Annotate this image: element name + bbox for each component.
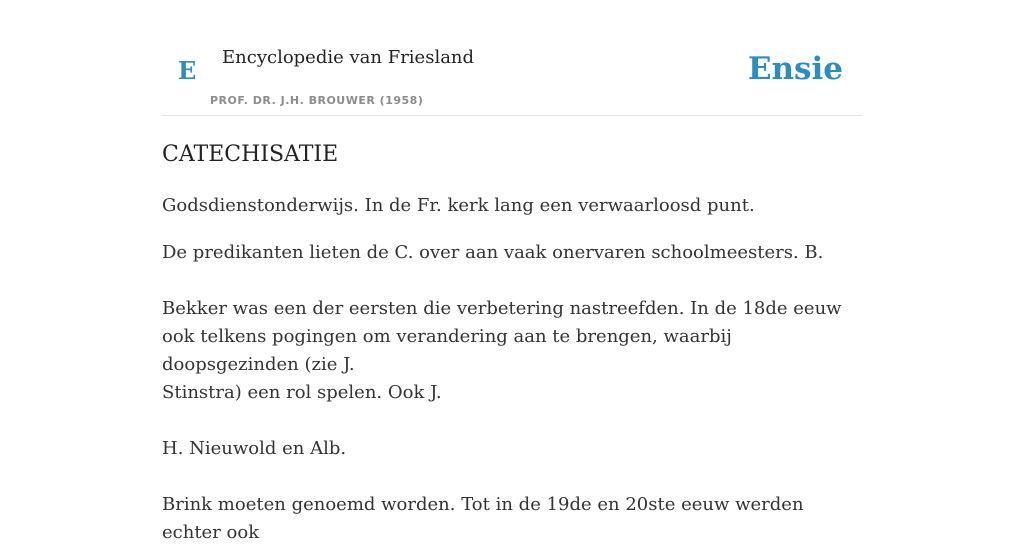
encyclopedia-title[interactable]: Encyclopedie van Friesland xyxy=(222,47,475,68)
article-paragraph: Stinstra) een rol spelen. Ook J. xyxy=(162,382,442,403)
brand-logo[interactable]: Ensie xyxy=(747,51,843,87)
article-paragraph: Bekker was een der eersten die verbetering nastreefden. In de 18de eeuw ook telkens pogingen om verandering aan te brengen, waarbij doopsgezinden (zie J. xyxy=(162,298,842,375)
encyclopedia-author: PROF. DR. J.H. BROUWER (1958) xyxy=(210,94,424,107)
article-paragraph: Godsdienstonderwijs. In de Fr. kerk lang een verwaarloosd punt. xyxy=(162,195,755,216)
page xyxy=(162,0,862,543)
header xyxy=(162,0,862,116)
encyclopedia-logo[interactable]: E xyxy=(178,56,197,85)
article-paragraph: H. Nieuwold en Alb. xyxy=(162,438,347,459)
article-paragraph: Brink moeten genoemd worden. Tot in de 19de en 20ste eeuw werden echter ook xyxy=(162,494,804,543)
article-title: CATECHISATIE xyxy=(162,142,339,167)
article-paragraph: De predikanten lieten de C. over aan vaak onervaren schoolmeesters. B. xyxy=(162,242,824,263)
